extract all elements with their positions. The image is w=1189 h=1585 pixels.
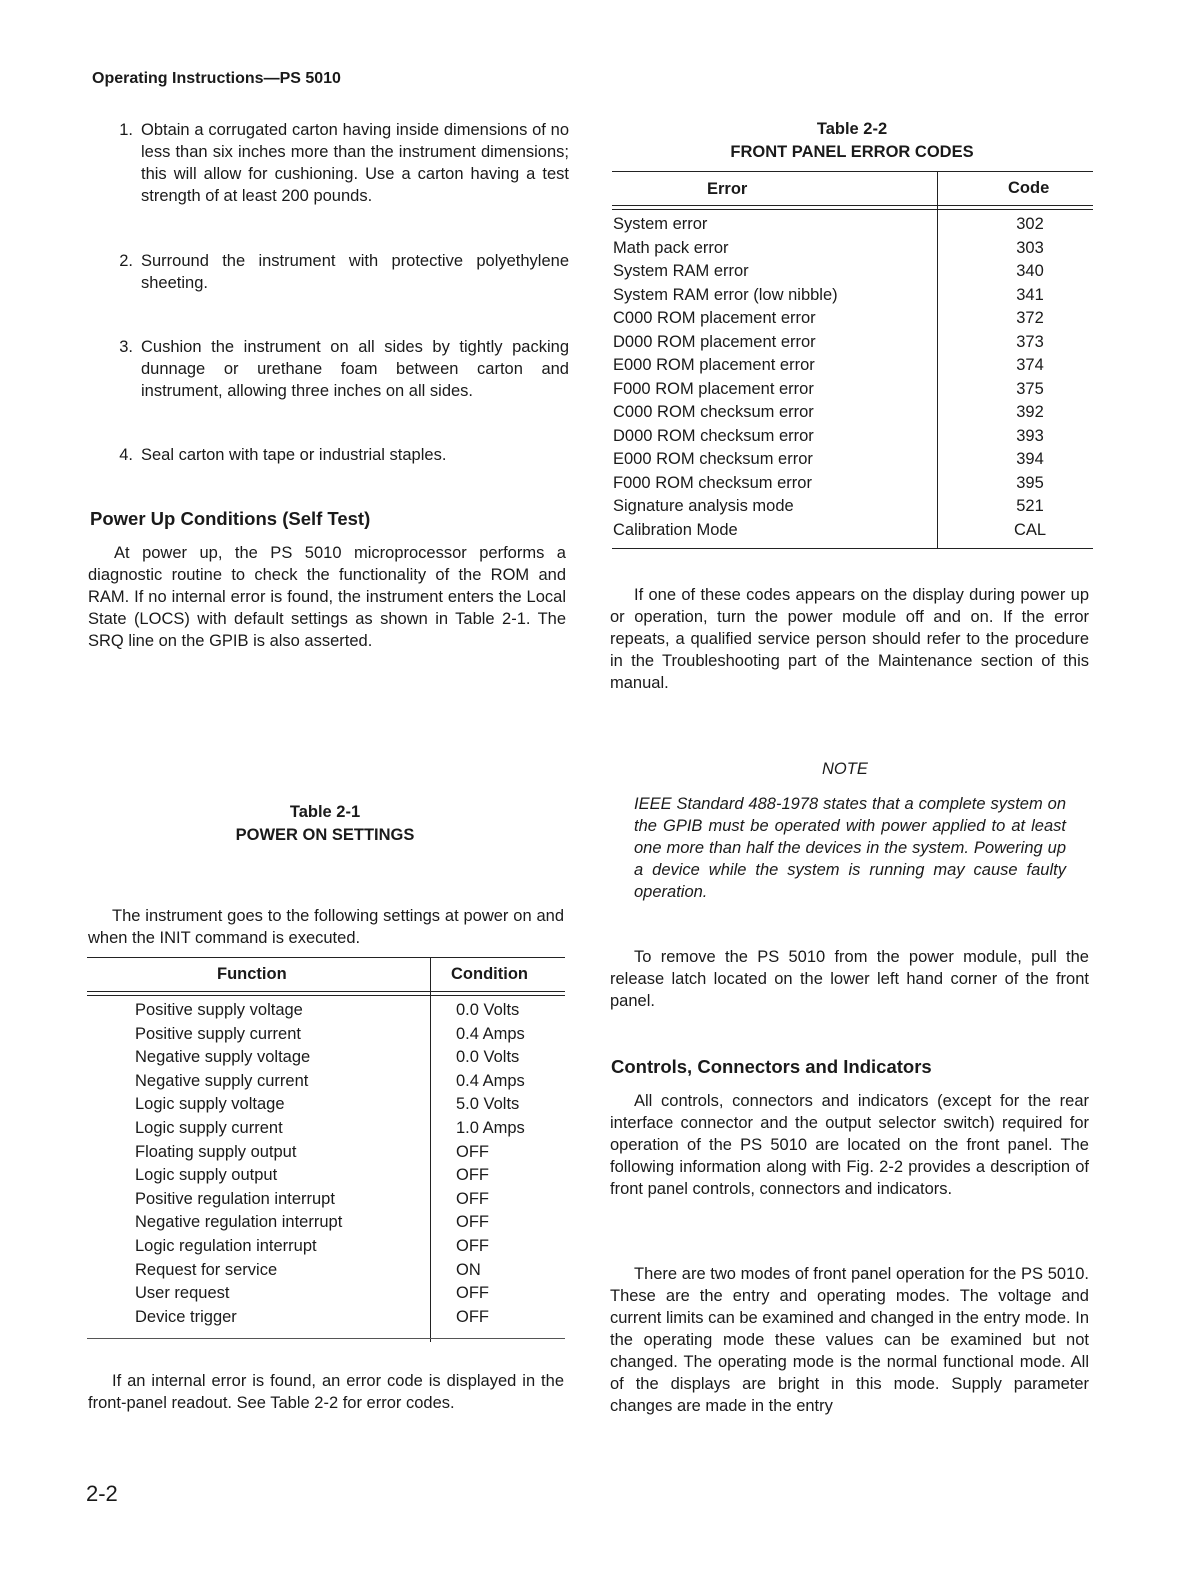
- note-body: IEEE Standard 488-1978 states that a complete system on the GPIB must be operated with power applied to at least one more than half the devices in the system. Powering up a device while the system is running may cause faulty operation.: [634, 795, 1066, 901]
- table2-bottom-rule: [612, 548, 1093, 549]
- table2-top-rule: [612, 171, 1093, 172]
- table1-caption: [190, 801, 460, 847]
- table2-row-code: 393: [1016, 426, 1044, 445]
- table1-header-function: Function: [217, 965, 287, 983]
- table2-row-error: F000 ROM placement error: [613, 379, 814, 398]
- table2-row-code: 392: [1016, 403, 1044, 421]
- table1-bottom-rule: [87, 1338, 565, 1339]
- packing-step: [107, 444, 569, 466]
- table2-row-error: D000 ROM checksum error: [613, 426, 814, 445]
- packing-step: [107, 119, 569, 207]
- table1-row-function: Positive supply current: [135, 1024, 301, 1043]
- table2-header-rule: [612, 205, 1093, 206]
- table2-caption: [700, 118, 1004, 164]
- table2-row-error: C000 ROM placement error: [613, 309, 816, 327]
- table2-row-error: C000 ROM checksum error: [613, 403, 814, 421]
- table2-row-error: System RAM error (low nibble): [613, 285, 838, 304]
- table2-row-code: 394: [1016, 450, 1044, 468]
- table1-row-condition: 0.4 Amps: [456, 1024, 525, 1043]
- packing-step: [107, 250, 569, 294]
- table1-row-condition: 0.0 Volts: [456, 1048, 520, 1067]
- table1-top-rule: [87, 957, 565, 958]
- table2-row-code: 521: [1016, 497, 1044, 515]
- table2-row-code: 373: [1016, 332, 1044, 351]
- table2-row-error: Math pack error: [613, 238, 729, 257]
- table1-row-function: Floating supply output: [135, 1142, 297, 1161]
- table1-row-function: Request for service: [135, 1260, 278, 1279]
- table1-row-function: Positive regulation interrupt: [135, 1189, 335, 1208]
- power-up-paragraph: At power up, the PS 5010 microprocessor performs a diagnostic routine to check the functionality of the ROM and RAM. If no internal error is found, the instrument enters the Local State (LOCS) with default settings as shown in Table 2-1. The SRQ line on the GPIB is also asserted.: [88, 544, 566, 650]
- packing-steps: [107, 119, 569, 466]
- table1-row-function: Device trigger: [135, 1307, 237, 1326]
- table2-title: FRONT PANEL ERROR CODES: [730, 143, 974, 161]
- table1-row-function: Negative supply voltage: [135, 1048, 311, 1067]
- table2-row-error: System error: [613, 215, 708, 233]
- controls-paragraph-1: All controls, connectors and indicators (except for the rear interface connector and the output selector switch) required for operation of the PS 5010 are located on the front panel. The following information along with Fig. 2-2 provides a description of front panel controls, connectors and indicators.: [610, 1092, 1089, 1198]
- table1-row-condition: OFF: [456, 1213, 489, 1232]
- table2-row-error: Signature analysis mode: [613, 497, 794, 515]
- table1-row-function: Positive supply voltage: [135, 1001, 303, 1019]
- table2-row-error: System RAM error: [613, 262, 749, 280]
- table1-number: Table 2-1: [289, 803, 361, 821]
- table1-row-function: Logic supply current: [135, 1119, 283, 1137]
- table2-row-error: E000 ROM checksum error: [613, 450, 813, 468]
- table2-row-code: 302: [1016, 215, 1044, 233]
- page-header: Operating Instructions—PS 5010: [92, 70, 341, 87]
- step-text: Surround the instrument with protective polyethylene sheeting.: [141, 252, 569, 292]
- table1-header-rule: [87, 995, 565, 996]
- table1-row-condition: OFF: [456, 1166, 489, 1185]
- table1-row-condition: 1.0 Amps: [456, 1119, 525, 1137]
- step-text: Seal carton with tape or industrial staples.: [141, 446, 447, 464]
- table2-header-error: Error: [707, 180, 748, 198]
- table2-row-code: 374: [1016, 356, 1044, 374]
- step-text: Cushion the instrument on all sides by tightly packing dunnage or urethane foam between carton and instrument, allowing three inches on all sides.: [141, 338, 569, 400]
- table1-row-condition: OFF: [456, 1142, 489, 1161]
- page-number: 2-2: [86, 1481, 118, 1506]
- section-heading-power-up: Power Up Conditions (Self Test): [90, 508, 371, 529]
- table2-number: Table 2-2: [816, 120, 888, 138]
- table2-row-code: 372: [1016, 309, 1044, 327]
- table1-row-condition: OFF: [456, 1284, 489, 1303]
- step-number: 3.: [119, 338, 133, 356]
- table2-row-code: 340: [1016, 262, 1044, 280]
- table2-row-error: D000 ROM placement error: [613, 332, 816, 351]
- table2-row-code: 303: [1016, 238, 1044, 257]
- step-number: 4.: [119, 446, 133, 464]
- table2-header-rule: [612, 209, 1093, 210]
- table1-header-rule: [87, 991, 565, 992]
- table2-row-code: 341: [1016, 285, 1044, 304]
- step-number: 2.: [119, 252, 133, 270]
- step-text: Obtain a corrugated carton having inside dimensions of no less than six inches more than the instrument dimensions; this will allow for cushioning. Use a carton having a test strength of at least 200 pounds.: [141, 121, 569, 205]
- table2-row-error: Calibration Mode: [613, 520, 738, 539]
- controls-paragraph-2: There are two modes of front panel operation for the PS 5010. These are the entry and operating modes. The voltage and current limits can be examined and changed in the entry mode. In the operating mode these values can be examined but not changed. The operating mode is the normal functional mode. All of the displays are bright in this mode. Supply parameter changes are made in the entry: [610, 1265, 1089, 1415]
- table1-row-function: Logic regulation interrupt: [135, 1237, 317, 1255]
- table1-header-condition: Condition: [451, 965, 528, 983]
- table1-row-condition: 5.0 Volts: [456, 1095, 520, 1114]
- table1-row-function: Negative supply current: [135, 1071, 309, 1090]
- table1-row-function: Logic supply output: [135, 1166, 278, 1185]
- table1-row-condition: 0.4 Amps: [456, 1071, 525, 1090]
- table1-row-condition: OFF: [456, 1189, 489, 1208]
- table1-row-condition: ON: [456, 1260, 481, 1279]
- table1-intro: The instrument goes to the following settings at power on and when the INIT command is executed.: [88, 907, 564, 947]
- table1-title: POWER ON SETTINGS: [235, 826, 415, 844]
- table2-row-code: 395: [1016, 473, 1044, 492]
- table2-row-error: F000 ROM checksum error: [613, 473, 812, 492]
- table2-after-paragraph: If one of these codes appears on the display during power up or operation, turn the power module off and on. If the error repeats, a qualified service person should refer to the procedure in the Troubleshooting part of the Maintenance section of this manual.: [610, 586, 1089, 692]
- section-heading-controls: Controls, Connectors and Indicators: [611, 1056, 932, 1077]
- table2-header-code: Code: [1008, 179, 1050, 197]
- table1-row-function: Negative regulation interrupt: [135, 1213, 343, 1232]
- table1-column-divider: [430, 957, 431, 1342]
- table1-row-condition: OFF: [456, 1237, 489, 1255]
- table1-after-paragraph: If an internal error is found, an error code is displayed in the front-panel readout. See Table 2-2 for error codes.: [88, 1372, 564, 1412]
- table1-row-condition: OFF: [456, 1307, 489, 1326]
- table2-row-code: 375: [1016, 379, 1044, 398]
- remove-paragraph: To remove the PS 5010 from the power module, pull the release latch located on the lower left hand corner of the front panel.: [610, 948, 1089, 1010]
- table2-row-error: E000 ROM placement error: [613, 356, 815, 374]
- table2-column-divider: [937, 171, 938, 548]
- step-number: 1.: [119, 121, 133, 139]
- packing-step: [107, 336, 569, 402]
- table2-row-code: CAL: [1013, 520, 1047, 539]
- table1-row-function: User request: [135, 1284, 230, 1303]
- note-label: NOTE: [822, 760, 868, 778]
- table1-row-function: Logic supply voltage: [135, 1095, 285, 1114]
- table1-row-condition: 0.0 Volts: [456, 1001, 520, 1019]
